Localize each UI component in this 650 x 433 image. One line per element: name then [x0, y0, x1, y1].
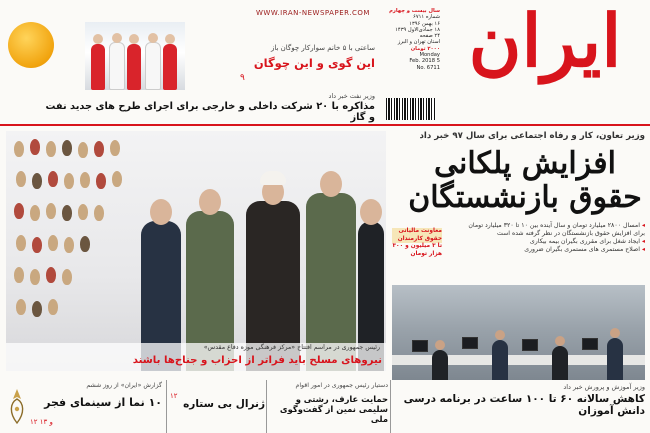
issue-line: Monday [419, 52, 440, 59]
lead-headline-line: حقوق بازنشستگان [408, 180, 642, 215]
column-divider [166, 380, 167, 433]
newspaper-logo: ایران [468, 0, 622, 83]
tax-side-box[interactable] [392, 228, 442, 278]
lead-bullets [445, 222, 645, 254]
side-box-line: معاونت مالیاتی حقوق کارمندان [392, 228, 442, 243]
museum-visit-photo[interactable] [6, 131, 386, 371]
teaser-headline[interactable]: این گوی و این چوگان [253, 56, 375, 70]
bottom-item-kicker: گزارش «ایران» از روز ششم [86, 382, 162, 389]
bottom-item-headline[interactable]: ۱۰ نما از سینمای فجر [44, 396, 162, 409]
lead-headline[interactable] [405, 147, 645, 215]
issue-line: ۲۴ صفحه [419, 33, 440, 40]
education-kicker: وزیر آموزش و پرورش خبر داد [563, 383, 645, 391]
teaser-page-ref: ۹ [240, 73, 245, 83]
photo-headline[interactable]: نیروهای مسلح باید فراتر از احزاب و جناح‌ها باشند [132, 355, 382, 366]
bottom-item-headline[interactable]: ژنرال بی ستاره [183, 398, 265, 410]
sun-graphic [8, 22, 54, 68]
polo-team-photo[interactable] [85, 22, 185, 90]
issue-line: 5 Feb. 2018 [409, 58, 440, 65]
divider [0, 124, 650, 126]
site-url[interactable]: WWW.IRAN-NEWSPAPER.COM [256, 9, 370, 17]
issue-line: No. 6711 [416, 64, 440, 71]
bottom-item-page-ref: ۱۲ و ۱۳ [30, 418, 53, 426]
oil-news-headline[interactable]: مذاکره با ۲۰ شرکت داخلی و خارجی برای اجرای طرح های جدید نفت و گاز [45, 101, 375, 123]
issue-line: ۱۶ بهمن ۱۳۹۶ [409, 20, 440, 27]
oil-news-kicker: وزیر نفت خبر داد [328, 92, 375, 100]
lead-headline-line: افزایش پلکانی [434, 146, 616, 181]
issue-line: ۲۰۰۰ تومان [410, 45, 440, 52]
lead-bullet: ◂ امسال ۲۸۰۰ میلیارد تومان و سال آینده بین ۱۰ تا ۳۲۰ میلیارد تومان [468, 222, 645, 229]
issue-line: استان تهران و البرز [397, 39, 440, 46]
issue-line: سال بیست و چهارم [389, 8, 440, 14]
lead-bullet: ◂ ایجاد شغل برای مقرری بگیران بیمه بیکاری [529, 238, 645, 245]
issue-line: شماره ۶۷۱۱ [413, 14, 440, 21]
column-divider [266, 380, 267, 433]
column-divider [390, 380, 391, 433]
photo-kicker: رئیس جمهوری در مراسم افتتاح «مرکز فرهنگی موزه دفاع مقدس» [203, 344, 380, 351]
bottom-item-page-ref: ۱۲ [170, 392, 178, 400]
classroom-office-photo[interactable] [392, 285, 645, 380]
issue-line: ۱۸ جمادی‌الاول ۱۴۳۹ [395, 26, 440, 33]
teaser-kicker: ساعتی با ۵ خانم سوارکار چوگان باز [270, 44, 375, 52]
lead-bullet: ◂ اصلاح مستمری های مستمری بگیران ضروری [524, 246, 645, 253]
education-headline[interactable]: کاهش سالانه ۶۰ تا ۱۰۰ ساعت در برنامه درسی دانش آموزان [403, 393, 645, 417]
barcode [386, 98, 436, 120]
lead-kicker: وزیر تعاون، کار و رفاه اجتماعی برای سال ۹۷ خبر داد [419, 131, 645, 141]
film-festival-bird-icon [6, 385, 28, 427]
bottom-item-kicker: دستیار رئیس جمهوری در امور اقوام [295, 382, 388, 389]
bottom-item-headline[interactable]: حمایت عارف، رشتی و سلیمی نمین از گفت‌وگوی ملی [279, 394, 388, 424]
lead-bullet: برای افزایش حقوق بازنشستگان در نظر گرفته شده است [497, 230, 645, 237]
side-box-line: تا ۳ میلیون و ۳۰۰ هزار تومان [392, 243, 442, 257]
